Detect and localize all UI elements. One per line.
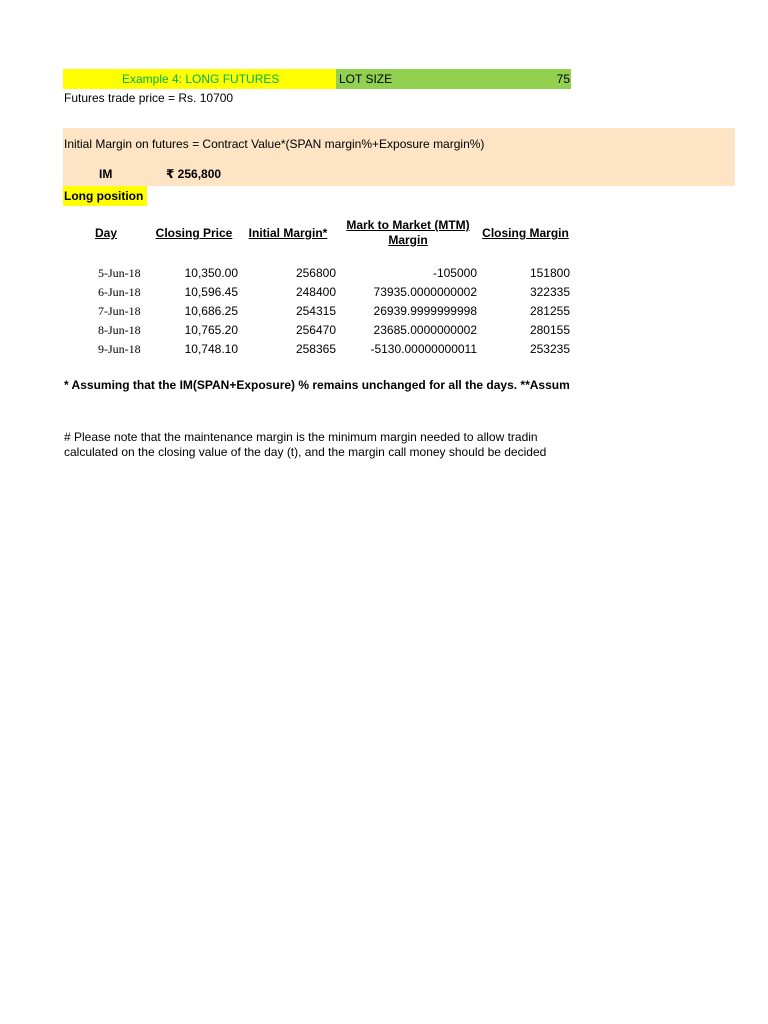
initial-margin-cell: 256800 xyxy=(295,266,336,280)
closing-margin-cell: 281255 xyxy=(529,304,570,318)
closing-price-cell: 10,765.20 xyxy=(184,323,238,337)
closing-margin-cell: 280155 xyxy=(529,323,570,337)
initial-margin-block xyxy=(63,128,735,186)
initial-margin-formula: Initial Margin on futures = Contract Value*(SPAN margin%+Exposure margin%) xyxy=(64,137,485,151)
col-header-closing-margin: Closing Margin xyxy=(482,226,569,240)
trade-price-text: Futures trade price = Rs. 10700 xyxy=(64,91,234,105)
lot-size-cell xyxy=(336,69,571,89)
note-line-2: calculated on the closing value of the day (t), and the margin call money should be decided xyxy=(64,445,547,459)
col-header-closing-price: Closing Price xyxy=(155,226,233,240)
im-value: ₹ 256,800 xyxy=(166,167,222,181)
col-header-initial-margin: Initial Margin* xyxy=(248,226,328,240)
initial-margin-cell: 248400 xyxy=(295,285,336,299)
mtm-cell: 23685.0000000002 xyxy=(373,323,477,337)
position-label: Long position xyxy=(63,186,147,206)
mtm-cell: 26939.9999999998 xyxy=(373,304,477,318)
closing-price-cell: 10,596.45 xyxy=(184,285,238,299)
col-header-mtm-line2: Margin xyxy=(388,233,428,247)
mtm-cell: -5130.00000000011 xyxy=(370,342,477,356)
closing-margin-cell: 322335 xyxy=(529,285,570,299)
lot-size-label: LOT SIZE xyxy=(339,72,393,86)
mtm-cell: -105000 xyxy=(432,266,477,280)
day-cell: 9-Jun-18 xyxy=(98,342,141,356)
day-cell: 8-Jun-18 xyxy=(98,323,141,337)
im-label: IM xyxy=(99,167,113,181)
day-cell: 5-Jun-18 xyxy=(98,266,141,280)
lot-size-value: 75 xyxy=(556,72,570,86)
day-cell: 6-Jun-18 xyxy=(98,285,141,299)
closing-margin-cell: 151800 xyxy=(529,266,570,280)
col-header-day: Day xyxy=(94,226,117,240)
closing-price-cell: 10,686.25 xyxy=(184,304,238,318)
example-title: Example 4: LONG FUTURES xyxy=(122,72,280,86)
note-line-1: # Please note that the maintenance margin is the minimum margin needed to allow tradin xyxy=(64,430,538,444)
example-title-cell xyxy=(63,69,336,89)
initial-margin-cell: 258365 xyxy=(295,342,336,356)
initial-margin-cell: 254315 xyxy=(295,304,336,318)
col-header-mtm-line1: Mark to Market (MTM) xyxy=(346,218,470,232)
closing-price-cell: 10,350.00 xyxy=(184,266,238,280)
footnote-assumption: * Assuming that the IM(SPAN+Exposure) % remains unchanged for all the days. **Assum xyxy=(64,378,570,392)
day-cell: 7-Jun-18 xyxy=(98,304,141,318)
mtm-cell: 73935.0000000002 xyxy=(373,285,477,299)
initial-margin-cell: 256470 xyxy=(295,323,336,337)
closing-price-cell: 10,748.10 xyxy=(184,342,238,356)
closing-margin-cell: 253235 xyxy=(529,342,570,356)
